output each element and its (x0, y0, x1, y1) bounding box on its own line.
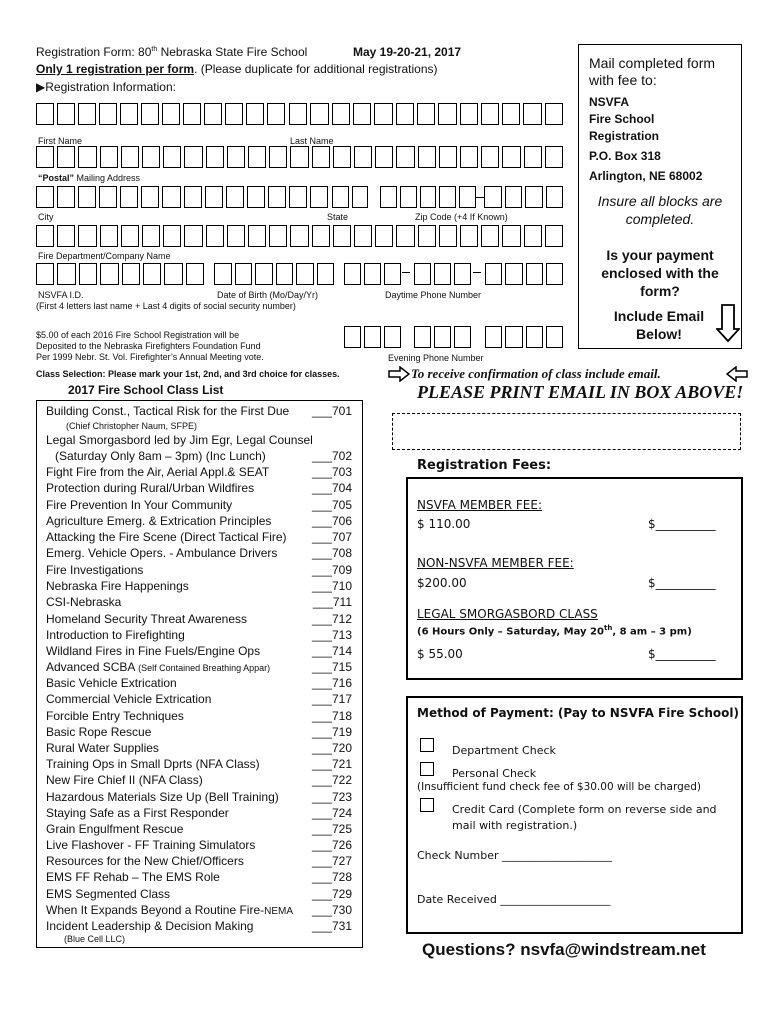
day-phone-prefix-boxes[interactable] (414, 263, 471, 285)
class-item-718[interactable] (46, 709, 352, 723)
class-name: Grain Engulfment Rescue (46, 822, 184, 836)
class-name: CSI-Nebraska (46, 595, 122, 609)
class-name: Introduction to Firefighting (46, 628, 185, 642)
class-item-725[interactable] (46, 822, 352, 836)
class-item-704[interactable] (46, 481, 352, 495)
class-number: ___708 (311, 546, 352, 560)
class-item-705[interactable] (46, 498, 352, 512)
payment-method-box (406, 696, 743, 934)
member-fee-amount: $ 110.00 (417, 517, 471, 531)
evening-phone-line-boxes[interactable] (485, 326, 563, 348)
confirmation-note: To receive confirmation of class include email. (411, 366, 661, 381)
class-number: ___715 (311, 660, 352, 674)
insufficient-fund-note: (Insufficient fund check fee of $30.00 will be charged) (417, 781, 701, 793)
address-line: P.O. Box 318 (589, 149, 661, 163)
class-name: Nebraska Fire Happenings (46, 579, 189, 593)
class-number: ___725 (311, 822, 352, 836)
class-730-note: NEMA (264, 906, 294, 917)
class-item-715[interactable] (46, 660, 352, 674)
include-email-note: Include Email Below! (613, 308, 705, 342)
class-name: Staying Safe as a First Responder (46, 806, 229, 820)
class-item-723[interactable] (46, 790, 352, 804)
registration-info-heading: ▶Registration Information: (36, 80, 176, 94)
date-of-birth-boxes[interactable] (214, 263, 334, 285)
class-name: Attacking the Fire Scene (Direct Tactical Fire) (46, 530, 287, 544)
class-item-730[interactable] (46, 903, 352, 917)
legal-note-sup: th (603, 624, 613, 632)
department-check-checkbox[interactable] (420, 738, 434, 752)
class-number: ___716 (311, 676, 352, 690)
one-registration-note: Only 1 registration per form (36, 62, 195, 76)
state-boxes[interactable] (332, 186, 368, 208)
class-list-title: 2017 Fire School Class List (68, 383, 224, 397)
class-item-702[interactable] (55, 449, 352, 463)
nonmember-fee-label: NON-NSVFA MEMBER FEE: (417, 556, 574, 570)
foundation-fee-note (36, 330, 264, 363)
nsvfa-id-label: NSVFA I.D. (38, 290, 84, 300)
class-selection-instructions: Class Selection: Please mark your 1st, 2nd, and 3rd choice for classes. (36, 369, 340, 379)
class-number: ___702 (311, 449, 352, 463)
evening-phone-area-boxes[interactable] (344, 326, 401, 348)
class-number: ___727 (311, 854, 352, 868)
class-item-709[interactable] (46, 563, 352, 577)
legal-class-amount: $ 55.00 (417, 647, 463, 661)
day-phone-area-boxes[interactable] (344, 263, 401, 285)
nsvfa-id-boxes[interactable] (36, 263, 204, 285)
class-name: New Fire Chief II (NFA Class) (46, 773, 203, 787)
legal-class-blank[interactable]: $__________ (648, 647, 716, 661)
class-item-726[interactable] (46, 838, 352, 852)
class-name: Basic Vehicle Extrication (46, 676, 177, 690)
class-number: ___731 (311, 919, 352, 933)
registration-fees-title: Registration Fees: (417, 458, 552, 473)
class-name: Commercial Vehicle Extrication (46, 692, 212, 706)
class-name: Homeland Security Threat Awareness (46, 612, 247, 626)
fire-department-label: Fire Department/Company Name (38, 251, 171, 261)
left-arrow-icon (726, 366, 748, 382)
nonmember-fee-blank[interactable]: $__________ (648, 576, 716, 590)
class-number: ___701 (311, 404, 352, 418)
dob-label: Date of Birth (Mo/Day/Yr) (217, 290, 319, 300)
title-prefix: Registration Form: 80 (36, 45, 152, 59)
class-number: ___718 (311, 709, 352, 723)
class-item-721[interactable] (46, 757, 352, 771)
class-number: ___721 (311, 757, 352, 771)
date-received-field[interactable]: Date Received ____________________ (417, 893, 611, 906)
class-number: ___720 (311, 741, 352, 755)
address-line: Registration (589, 129, 660, 143)
class-item-731[interactable] (46, 919, 352, 933)
class-item-722[interactable] (46, 773, 352, 787)
class-number: ___703 (311, 465, 352, 479)
class-number: ___723 (311, 790, 352, 804)
title-sup: th (151, 46, 158, 53)
mail-address (589, 94, 702, 185)
class-item-707[interactable] (46, 530, 352, 544)
class-item-719[interactable] (46, 725, 352, 739)
class-list-box (36, 400, 363, 948)
class-number: ___707 (311, 530, 352, 544)
class-item-703[interactable] (46, 465, 352, 479)
class-715-note: (Self Contained Breathing Appar) (138, 663, 271, 673)
class-number: ___711 (312, 595, 352, 609)
nsvfa-id-note: (First 4 letters last name + Last 4 digits of social security number) (36, 301, 296, 311)
class-701-instructor: (Chief Christopher Naum, SFPE) (66, 421, 198, 431)
fee-note-line: Per 1999 Nebr. St. Vol. Firefighter’s Annual Meeting vote. (36, 352, 264, 362)
member-fee-label: NSVFA MEMBER FEE: (417, 498, 542, 512)
last-name-label: Last Name (290, 136, 334, 146)
class-name: Protection during Rural/Urban Wildfires (46, 481, 255, 495)
class-name: EMS FF Rehab – The EMS Role (46, 870, 220, 884)
class-item-714[interactable] (46, 644, 352, 658)
class-number: ___724 (311, 806, 352, 820)
class-item-712[interactable] (46, 612, 352, 626)
class-name: Emerg. Vehicle Opers. - Ambulance Drivers (46, 546, 278, 560)
evening-phone-prefix-boxes[interactable] (414, 326, 471, 348)
class-name: Incident Leadership & Decision Making (46, 919, 254, 933)
class-name: When It Expands Beyond a Routine Fire- (46, 903, 265, 917)
insure-note: Insure all blocks are completed. (597, 193, 723, 227)
mailing-address-boxes[interactable] (36, 146, 563, 168)
payment-method-title: Method of Payment: (Pay to NSVFA Fire School) (417, 706, 739, 720)
zip-label: Zip Code (+4 If Known) (415, 212, 508, 222)
address-line: Fire School (589, 112, 655, 126)
form-title (36, 45, 307, 59)
credit-card-checkbox[interactable] (420, 798, 434, 812)
payment-question: Is your payment enclosed with the form? (601, 247, 719, 299)
class-item-720[interactable] (46, 741, 352, 755)
print-email-note: PLEASE PRINT EMAIL IN BOX ABOVE! (417, 382, 744, 402)
mail-title: Mail completed form with fee to: (589, 55, 716, 88)
down-arrow-icon (716, 303, 740, 343)
class-name: Basic Rope Rescue (46, 725, 152, 739)
phone-dash (473, 272, 481, 273)
class-number: ___719 (311, 725, 352, 739)
class-name: Live Flashover - FF Training Simulators (46, 838, 256, 852)
first-name-label: First Name (38, 136, 83, 146)
class-number: ___713 (311, 628, 352, 642)
class-name: Wildland Fires in Fine Fuels/Engine Ops (46, 644, 261, 658)
registration-fees-box (406, 477, 743, 680)
class-item-701[interactable] (46, 404, 352, 418)
email-input-box[interactable] (392, 413, 741, 450)
phone-dash (402, 272, 410, 273)
class-name: Training Ops in Small Dprts (NFA Class) (46, 757, 260, 771)
class-item-legal[interactable] (46, 433, 352, 447)
postal-word: “Postal” (38, 173, 75, 183)
credit-card-label: Credit Card (Complete form on reverse side and mail with registration.) (452, 803, 717, 832)
mail-instructions-box (578, 44, 742, 349)
class-name: Building Const., Tactical Risk for the First Due (46, 404, 290, 418)
class-number: ___706 (311, 514, 352, 528)
title-suffix: Nebraska State Fire School (157, 45, 308, 59)
class-name: Forcible Entry Techniques (46, 709, 184, 723)
class-number: ___726 (311, 838, 352, 852)
class-name: Legal Smorgasbord led by Jim Egr, Legal Counsel (46, 433, 313, 447)
class-name: Hazardous Materials Size Up (Bell Training) (46, 790, 279, 804)
class-number: ___714 (311, 644, 352, 658)
class-name: Fight Fire from the Air, Aerial Appl.& SEAT (46, 465, 270, 479)
class-name: Rural Water Supplies (46, 741, 159, 755)
address-line: Arlington, NE 68002 (589, 169, 703, 183)
class-number: ___729 (311, 887, 352, 901)
city-boxes[interactable] (36, 186, 328, 208)
class-name: (Saturday Only 8am – 3pm) (Inc Lunch) (55, 449, 266, 463)
class-item-711[interactable] (46, 595, 352, 609)
class-number: ___705 (311, 498, 352, 512)
class-number: ___704 (311, 481, 352, 495)
personal-check-checkbox[interactable] (420, 762, 434, 776)
zip-dash (476, 197, 484, 198)
evening-phone-label: Evening Phone Number (388, 353, 484, 363)
class-name: Resources for the New Chief/Officers (46, 854, 244, 868)
check-number-field[interactable]: Check Number ____________________ (417, 849, 613, 862)
zip-plus4-boxes[interactable] (484, 186, 563, 208)
right-arrow-icon (388, 366, 410, 382)
legal-class-note (417, 624, 692, 637)
last-name-boxes[interactable] (289, 103, 563, 125)
state-label: State (327, 212, 349, 222)
legal-note-end: , 8 am – 3 pm) (612, 626, 692, 638)
legal-note-start: (6 Hours Only – Saturday, May 20 (417, 626, 604, 638)
class-number: ___728 (311, 870, 352, 884)
member-fee-blank[interactable]: $__________ (648, 517, 716, 531)
daytime-phone-label: Daytime Phone Number (385, 290, 482, 300)
class-name: Fire Investigations (46, 563, 144, 577)
class-number: ___710 (311, 579, 352, 593)
class-name: Fire Prevention In Your Community (46, 498, 233, 512)
class-name: Advanced SCBA (46, 660, 135, 674)
day-phone-line-boxes[interactable] (485, 263, 563, 285)
class-number: ___730 (311, 903, 352, 917)
class-item-717[interactable] (46, 692, 352, 706)
class-number: ___712 (311, 612, 352, 626)
fire-department-boxes[interactable] (36, 225, 563, 247)
postal-address-label (38, 173, 140, 183)
registration-note (36, 62, 438, 76)
class-number: ___722 (311, 773, 352, 787)
class-item-713[interactable] (46, 628, 352, 642)
personal-check-label: Personal Check (452, 767, 537, 780)
class-item-729[interactable] (46, 887, 352, 901)
mailing-address-word: Mailing Address (74, 173, 141, 183)
class-name: EMS Segmented Class (46, 887, 171, 901)
class-item-728[interactable] (46, 870, 352, 884)
class-731-provider: (Blue Cell LLC) (64, 934, 126, 944)
duplicate-note: . (Please duplicate for additional registrations) (194, 62, 438, 76)
class-item-710[interactable] (46, 579, 352, 593)
first-name-boxes[interactable] (36, 103, 285, 125)
event-dates: May 19-20-21, 2017 (353, 45, 462, 59)
class-item-724[interactable] (46, 806, 352, 820)
class-item-706[interactable] (46, 514, 352, 528)
class-name: Agriculture Emerg. & Extrication Principles (46, 514, 272, 528)
address-line: NSVFA (589, 95, 630, 109)
department-check-label: Department Check (452, 744, 556, 757)
class-item-727[interactable] (46, 854, 352, 868)
class-item-716[interactable] (46, 676, 352, 690)
fee-note-line: $5.00 of each 2016 Fire School Registration will be (36, 330, 240, 340)
fee-note-line: Deposited to the Nebraska Firefighters Foundation Fund (36, 341, 261, 351)
class-number: ___709 (311, 563, 352, 577)
legal-class-label: LEGAL SMORGASBORD CLASS (417, 607, 598, 621)
questions-contact: Questions? nsvfa@windstream.net (422, 940, 706, 959)
zip-boxes[interactable] (380, 186, 476, 208)
nonmember-fee-amount: $200.00 (417, 576, 467, 590)
class-number: ___717 (311, 692, 352, 706)
class-item-708[interactable] (46, 546, 352, 560)
city-label: City (38, 212, 54, 222)
